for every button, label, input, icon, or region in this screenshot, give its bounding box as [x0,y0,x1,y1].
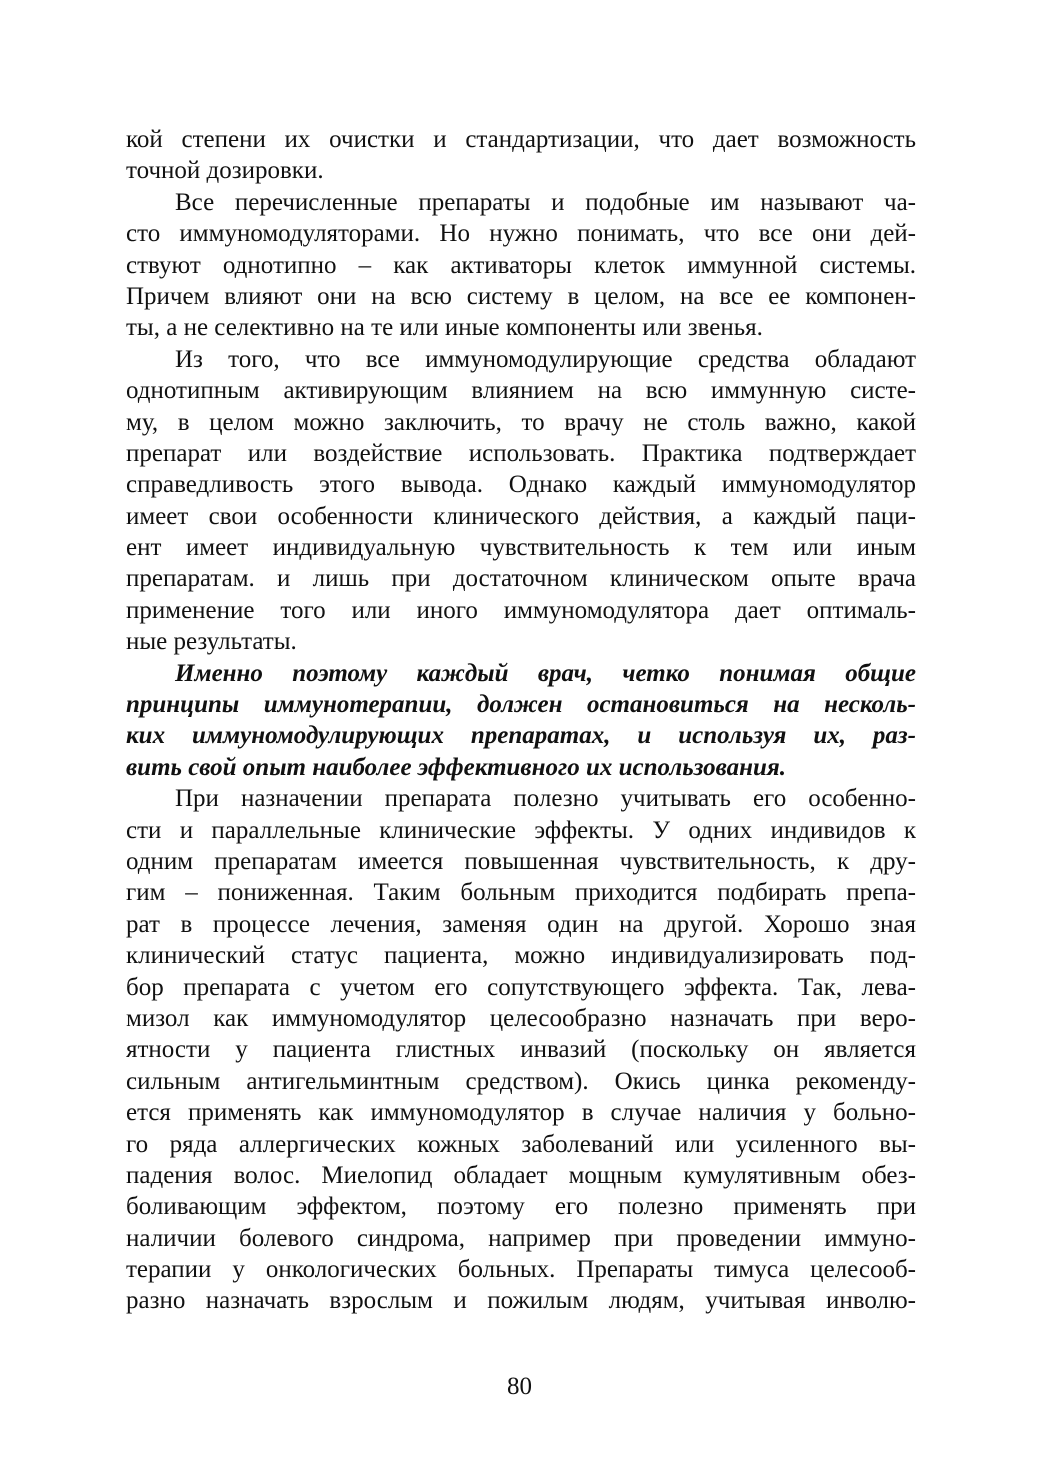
text-line: гим – пониженная. Таким больным приходится подбирать препа- [126,879,916,907]
text-line: терапии у онкологических больных. Препараты тимуса целесооб- [126,1256,916,1284]
text-line: принципы иммунотерапии, должен остановиться на несколь- [126,691,916,719]
text-line: сильным антигельминтным средством). Окись цинка рекоменду- [126,1067,916,1095]
text-line: падения волос. Миелопид обладает мощным кумулятивным обез- [126,1161,916,1189]
text-line: наличии болевого синдрома, например при проведении иммуно- [126,1224,916,1252]
text-line: Именно поэтому каждый врач, четко понимая общие [175,659,916,687]
paragraph [126,344,916,658]
paragraph [126,124,916,187]
page-number: 80 [507,1373,532,1400]
page-body [126,124,916,1317]
text-line: одним препаратам имеется повышенная чувствительность, к дру- [126,847,916,875]
text-line: Все перечисленные препараты и подобные им называют ча- [175,188,916,216]
text-line: справедливость этого вывода. Однако каждый иммуномодулятор [126,471,916,499]
text-line: ент имеет индивидуальную чувствительность к тем или иным [126,534,916,562]
text-line: точной дозировки. [126,157,324,185]
text-line: бор препарата с учетом его сопутствующего эффекта. Так, лева- [126,973,916,1001]
text-line: кой степени их очистки и стандартизации, что дает возможность [126,126,916,153]
text-line: Причем влияют они на всю систему в целом, на все ее компонен- [126,282,916,310]
text-line: ется применять как иммуномодулятор в случае наличия у больно- [126,1099,916,1127]
emphasis-paragraph [126,658,916,784]
text-line: клинический статус пациента, можно индивидуализировать под- [126,942,916,970]
paragraph [126,187,916,344]
text-line: При назначении препарата полезно учитывать его особенно- [175,785,916,813]
paragraph [126,783,916,1317]
text-line: применение того или иного иммуномодулятора дает оптималь- [126,596,916,624]
text-line: препарат или воздействие использовать. Практика подтверждает [126,439,916,467]
text-line: сто иммуномодуляторами. Но нужно понимать, что все они дей- [126,220,916,248]
text-line: боливающим эффектом, поэтому его полезно применять при [126,1193,916,1221]
text-line: ты, а не селективно на те или иные компоненты или звенья. [126,314,763,342]
text-line: Из того, что все иммуномодулирующие средства обладают [175,345,916,373]
text-line: рат в процессе лечения, заменяя один на другой. Хорошо зная [126,910,916,938]
text-line: имеет свои особенности клинического действия, а каждый паци- [126,502,916,530]
text-line: ятности у пациента глистных инвазий (поскольку он является [126,1036,916,1064]
text-line: мизол как иммуномодулятор целесообразно назначать при веро- [126,1004,916,1032]
text-line: ствуют однотипно – как активаторы клеток иммунной системы. [126,251,916,279]
text-line: ких иммуномодулирующих препаратах, и используя их, раз- [126,722,916,750]
text-line: препаратам. и лишь при достаточном клиническом опыте врача [126,565,916,593]
text-line: му, в целом можно заключить, то врачу не столь важно, какой [126,408,916,436]
text-line: однотипным активирующим влиянием на всю иммунную систе- [126,377,916,405]
text-line: ные результаты. [126,628,297,656]
text-line: вить свой опыт наиболее эффективного их использования. [126,753,786,781]
text-line: разно назначать взрослым и пожилым людям, учитывая инволю- [126,1287,916,1315]
text-line: сти и параллельные клинические эффекты. У одних индивидов к [126,816,916,844]
text-line: го ряда аллергических кожных заболеваний или усиленного вы- [126,1130,916,1158]
